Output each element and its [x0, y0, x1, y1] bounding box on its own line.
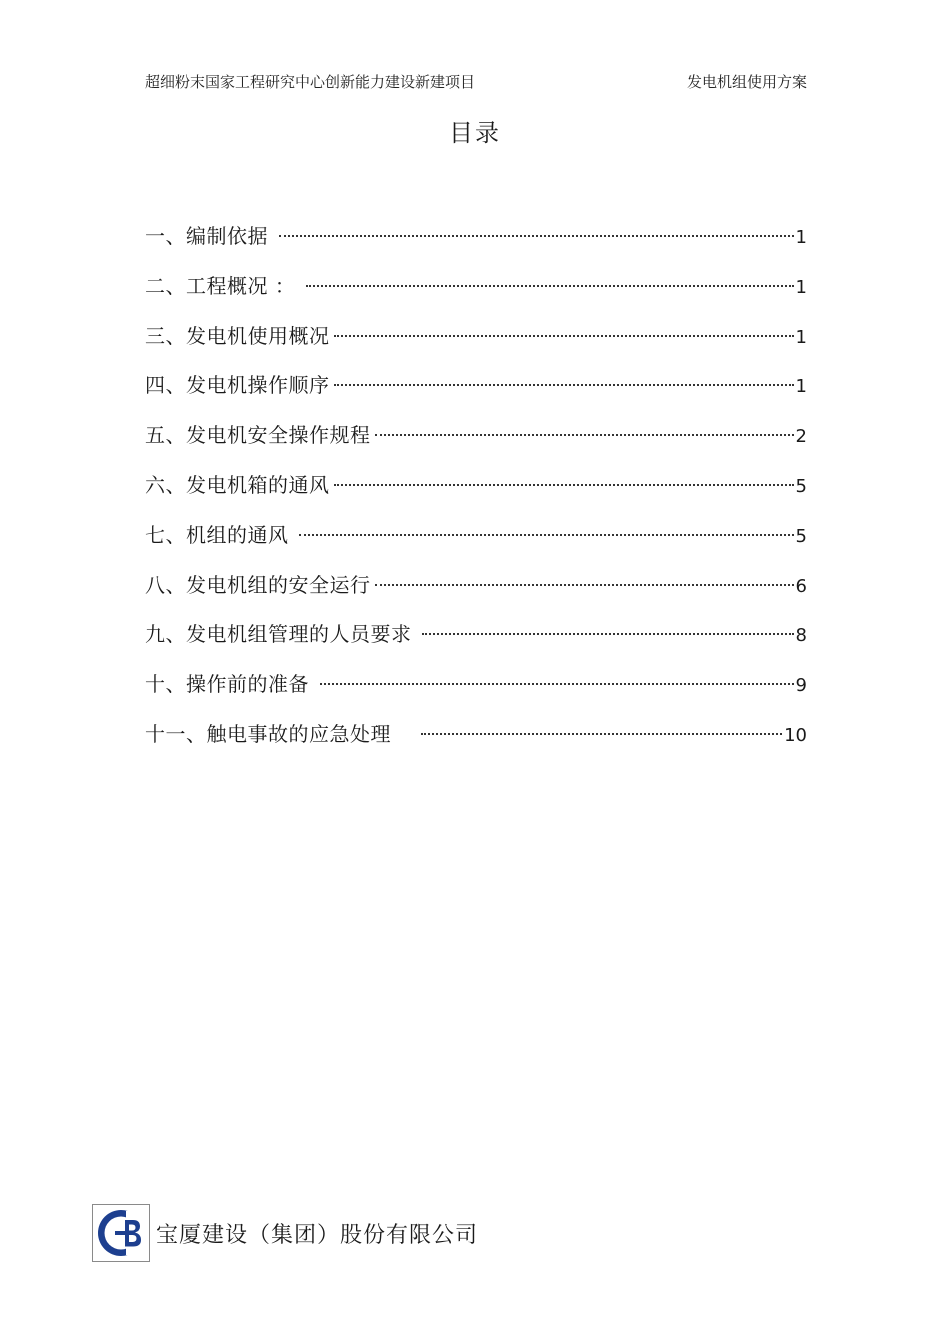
toc-entry-label: 十一、触电事故的应急处理: [145, 721, 391, 746]
toc-leader-dots: [334, 484, 794, 486]
company-name: 宝厦建设（集团）股份有限公司: [156, 1222, 479, 1248]
toc-entry-page: 1: [795, 227, 807, 248]
toc-title: 目录: [449, 119, 501, 147]
toc-entry-page: 9: [795, 675, 807, 697]
toc-entry-label: 九、发电机组管理的人员要求: [145, 622, 419, 647]
toc-entry-page: 1: [795, 326, 807, 348]
toc-entry[interactable]: [145, 518, 807, 568]
toc-entry-page: 1: [795, 276, 807, 298]
toc-entry[interactable]: [145, 717, 807, 767]
toc-entry-page: 5: [795, 475, 807, 497]
toc-entry[interactable]: [145, 418, 807, 468]
toc-entry[interactable]: [145, 468, 807, 518]
toc-entry[interactable]: [145, 667, 807, 717]
toc-entry[interactable]: [145, 219, 807, 269]
table-of-contents: [145, 219, 807, 767]
toc-entry[interactable]: [145, 319, 807, 369]
page-header: [145, 70, 807, 94]
toc-entry[interactable]: [145, 269, 807, 319]
toc-entry-label: 八、发电机组的安全运行: [145, 572, 371, 597]
toc-entry[interactable]: [145, 568, 807, 618]
company-logo-icon: [92, 1204, 150, 1262]
toc-entry-label: 二、工程概况 ：: [145, 273, 303, 298]
toc-entry-label: 十、操作前的准备: [145, 672, 316, 697]
toc-entry-label: 五、发电机安全操作规程: [145, 423, 371, 448]
toc-entry-page: 5: [795, 525, 807, 547]
toc-leader-dots: [375, 434, 794, 436]
toc-entry-page: 1: [795, 376, 807, 398]
toc-leader-dots: [375, 584, 794, 586]
toc-leader-dots: [320, 683, 794, 685]
toc-entry-label: 三、发电机使用概况: [145, 323, 330, 348]
toc-leader-dots: [334, 335, 794, 337]
toc-entry-label: 七、机组的通风: [145, 522, 296, 547]
toc-leader-dots: [299, 534, 793, 536]
toc-leader-dots: [422, 633, 793, 635]
toc-entry-page: 10: [784, 724, 807, 746]
toc-entry[interactable]: [145, 617, 807, 667]
toc-entry-page: 8: [795, 625, 807, 647]
toc-entry-page: 6: [795, 575, 807, 597]
toc-leader-dots: [279, 235, 794, 237]
page-footer: [92, 1203, 478, 1263]
document-name: 发电机组使用方案: [686, 73, 807, 91]
toc-entry-label: 一、编制依据: [145, 224, 275, 248]
toc-leader-dots: [334, 384, 794, 386]
toc-entry-label: 四、发电机操作顺序: [145, 373, 330, 398]
toc-leader-dots: [306, 285, 793, 287]
toc-entry-label: 六、发电机箱的通风: [145, 472, 330, 497]
toc-entry[interactable]: [145, 368, 807, 418]
toc-leader-dots: [421, 733, 782, 735]
toc-entry-page: 2: [795, 426, 807, 448]
project-name: 超细粉末国家工程研究中心创新能力建设新建项目: [145, 73, 476, 91]
